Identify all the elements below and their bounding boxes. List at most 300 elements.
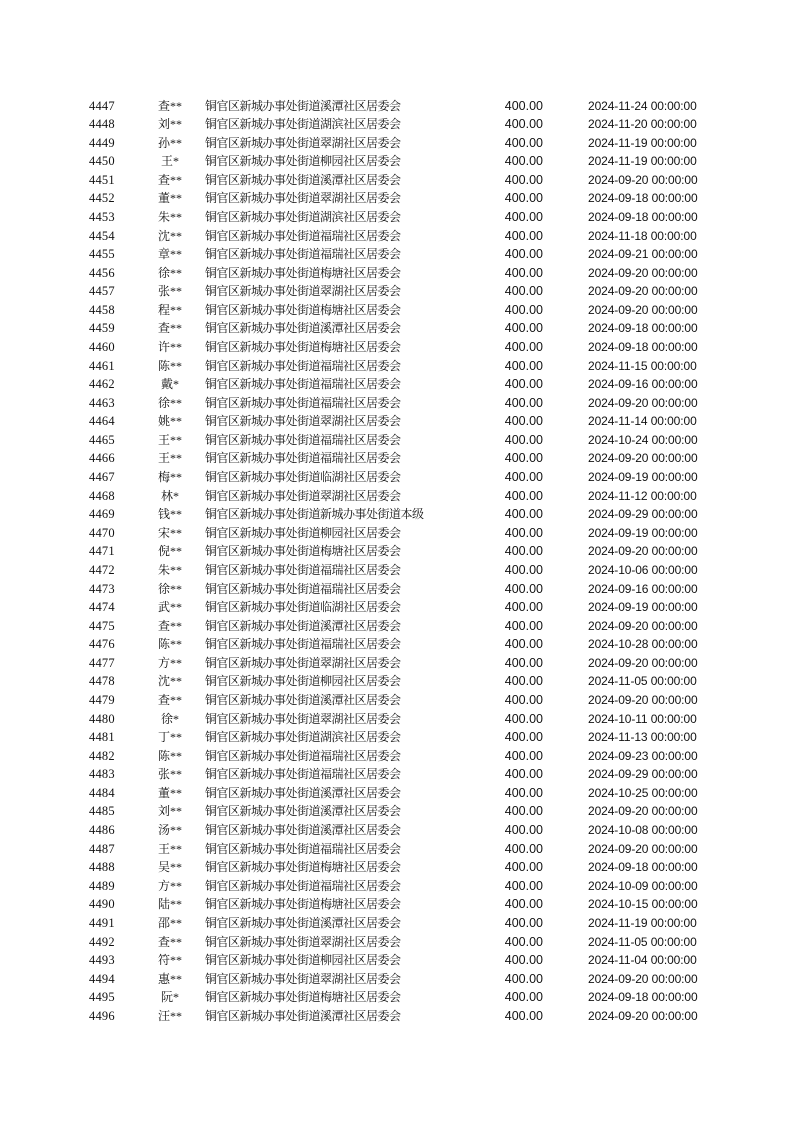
row-seq-number: 4495 — [89, 990, 115, 1005]
row-seq-number: 4460 — [89, 340, 115, 355]
table-row — [0, 301, 793, 320]
row-person-name: 程** — [157, 302, 182, 317]
row-issuing-org: 铜官区新城办事处街道翠湖社区居委会 — [205, 284, 401, 299]
row-person-name: 邵** — [157, 915, 182, 930]
row-issuing-org: 铜官区新城办事处街道溪潭社区居委会 — [205, 804, 401, 819]
row-datetime: 2024-09-20 00:00:00 — [588, 618, 698, 633]
row-amount: 400.00 — [504, 340, 543, 355]
row-seq-number: 4483 — [89, 767, 115, 782]
row-datetime: 2024-09-20 00:00:00 — [588, 1008, 698, 1023]
row-person-name: 查** — [157, 934, 182, 949]
row-datetime: 2024-09-16 00:00:00 — [588, 581, 698, 596]
row-datetime: 2024-09-19 00:00:00 — [588, 470, 698, 485]
table-row — [0, 840, 793, 859]
row-datetime: 2024-11-05 00:00:00 — [588, 934, 697, 949]
row-person-name: 王** — [157, 432, 182, 447]
table-row — [0, 933, 793, 952]
row-seq-number: 4451 — [89, 172, 115, 187]
table-row — [0, 988, 793, 1007]
row-amount: 400.00 — [504, 209, 543, 224]
row-issuing-org: 铜官区新城办事处街道新城办事处街道本级 — [205, 507, 424, 522]
row-issuing-org: 铜官区新城办事处街道翠湖社区居委会 — [205, 655, 401, 670]
row-issuing-org: 铜官区新城办事处街道梅塘社区居委会 — [205, 860, 401, 875]
table-row — [0, 951, 793, 970]
row-amount: 400.00 — [504, 321, 543, 336]
row-person-name: 章** — [157, 247, 182, 262]
row-issuing-org: 铜官区新城办事处街道福瑞社区居委会 — [205, 247, 401, 262]
row-datetime: 2024-09-18 00:00:00 — [588, 990, 698, 1005]
row-issuing-org: 铜官区新城办事处街道翠湖社区居委会 — [205, 488, 401, 503]
row-seq-number: 4467 — [89, 470, 115, 485]
row-person-name: 刘** — [157, 117, 182, 132]
table-row — [0, 208, 793, 227]
row-person-name: 汪** — [157, 1008, 182, 1023]
row-seq-number: 4459 — [89, 321, 115, 336]
row-issuing-org: 铜官区新城办事处街道湖滨社区居委会 — [205, 209, 401, 224]
row-seq-number: 4486 — [89, 823, 115, 838]
row-issuing-org: 铜官区新城办事处街道翠湖社区居委会 — [205, 711, 401, 726]
row-person-name: 梅** — [157, 470, 182, 485]
row-datetime: 2024-09-20 00:00:00 — [588, 544, 698, 559]
row-datetime: 2024-09-20 00:00:00 — [588, 655, 698, 670]
row-person-name: 张** — [157, 767, 182, 782]
row-amount: 400.00 — [504, 488, 543, 503]
row-seq-number: 4494 — [89, 971, 115, 986]
row-issuing-org: 铜官区新城办事处街道梅塘社区居委会 — [205, 897, 401, 912]
row-amount: 400.00 — [504, 971, 543, 986]
row-person-name: 徐** — [157, 265, 182, 280]
table-row — [0, 635, 793, 654]
row-seq-number: 4479 — [89, 693, 115, 707]
table-row — [0, 394, 793, 413]
row-datetime: 2024-09-18 00:00:00 — [588, 860, 698, 875]
table-row — [0, 672, 793, 691]
row-datetime: 2024-11-04 00:00:00 — [588, 953, 697, 968]
row-issuing-org: 铜官区新城办事处街道梅塘社区居委会 — [205, 544, 401, 559]
table-row — [0, 431, 793, 450]
row-issuing-org: 铜官区新城办事处街道梅塘社区居委会 — [205, 340, 401, 355]
row-amount: 400.00 — [504, 655, 543, 670]
row-datetime: 2024-10-06 00:00:00 — [588, 562, 698, 577]
payment-table — [0, 97, 793, 1026]
row-issuing-org: 铜官区新城办事处街道翠湖社区居委会 — [205, 971, 401, 986]
row-issuing-org: 铜官区新城办事处街道福瑞社区居委会 — [205, 395, 401, 410]
row-amount: 400.00 — [504, 748, 543, 763]
row-amount: 400.00 — [504, 377, 543, 392]
row-issuing-org: 铜官区新城办事处街道溪潭社区居委会 — [205, 785, 401, 800]
row-seq-number: 4474 — [89, 600, 115, 615]
row-person-name: 刘** — [157, 804, 182, 819]
row-datetime: 2024-11-15 00:00:00 — [588, 358, 697, 373]
row-seq-number: 4462 — [89, 377, 115, 392]
table-row — [0, 970, 793, 989]
row-seq-number: 4491 — [89, 915, 115, 930]
row-issuing-org: 铜官区新城办事处街道福瑞社区居委会 — [205, 767, 401, 782]
row-seq-number: 4458 — [89, 302, 115, 317]
row-issuing-org: 铜官区新城办事处街道福瑞社区居委会 — [205, 451, 401, 466]
row-amount: 400.00 — [504, 154, 543, 169]
row-person-name: 沈** — [157, 674, 182, 689]
table-row — [0, 412, 793, 431]
row-person-name: 查** — [157, 618, 182, 633]
row-person-name: 林* — [160, 488, 179, 503]
table-row — [0, 802, 793, 821]
row-amount: 400.00 — [504, 432, 543, 447]
row-amount: 400.00 — [504, 562, 543, 577]
table-row — [0, 319, 793, 338]
table-row — [0, 171, 793, 190]
table-row — [0, 189, 793, 208]
row-seq-number: 4487 — [89, 841, 115, 856]
row-amount: 400.00 — [504, 470, 543, 485]
row-amount: 400.00 — [504, 823, 543, 838]
row-issuing-org: 铜官区新城办事处街道梅塘社区居委会 — [205, 302, 401, 317]
row-amount: 400.00 — [504, 767, 543, 782]
row-amount: 400.00 — [504, 860, 543, 875]
row-seq-number: 4481 — [89, 730, 115, 745]
row-issuing-org: 铜官区新城办事处街道柳园社区居委会 — [205, 154, 401, 169]
table-row — [0, 654, 793, 673]
row-seq-number: 4466 — [89, 451, 115, 466]
table-row — [0, 449, 793, 468]
table-row — [0, 264, 793, 283]
row-person-name: 董** — [157, 191, 182, 206]
table-row — [0, 728, 793, 747]
row-issuing-org: 铜官区新城办事处街道湖滨社区居委会 — [205, 117, 401, 132]
row-seq-number: 4449 — [89, 135, 115, 150]
row-datetime: 2024-09-20 00:00:00 — [588, 395, 698, 410]
row-datetime: 2024-09-20 00:00:00 — [588, 265, 698, 280]
row-seq-number: 4465 — [89, 432, 115, 447]
row-issuing-org: 铜官区新城办事处街道福瑞社区居委会 — [205, 581, 401, 596]
row-issuing-org: 铜官区新城办事处街道福瑞社区居委会 — [205, 748, 401, 763]
table-row — [0, 152, 793, 171]
row-amount: 400.00 — [504, 395, 543, 410]
row-person-name: 查** — [157, 321, 182, 336]
table-row — [0, 821, 793, 840]
table-row — [0, 598, 793, 617]
row-seq-number: 4455 — [89, 247, 115, 262]
row-person-name: 王** — [157, 451, 182, 466]
table-row — [0, 877, 793, 896]
row-seq-number: 4473 — [89, 581, 115, 596]
row-issuing-org: 铜官区新城办事处街道梅塘社区居委会 — [205, 990, 401, 1005]
row-amount: 400.00 — [504, 953, 543, 968]
row-person-name: 徐** — [157, 581, 182, 596]
row-amount: 400.00 — [504, 414, 543, 429]
row-datetime: 2024-09-20 00:00:00 — [588, 693, 698, 707]
row-person-name: 许** — [157, 340, 182, 355]
row-person-name: 惠** — [157, 971, 182, 986]
row-person-name: 查** — [157, 693, 182, 707]
row-seq-number: 4489 — [89, 878, 115, 893]
row-person-name: 陆** — [157, 897, 182, 912]
row-seq-number: 4468 — [89, 488, 115, 503]
table-row — [0, 914, 793, 933]
row-datetime: 2024-10-28 00:00:00 — [588, 637, 698, 652]
row-issuing-org: 铜官区新城办事处街道福瑞社区居委会 — [205, 377, 401, 392]
table-row — [0, 227, 793, 246]
row-issuing-org: 铜官区新城办事处街道柳园社区居委会 — [205, 674, 401, 689]
row-seq-number: 4448 — [89, 117, 115, 132]
row-issuing-org: 铜官区新城办事处街道柳园社区居委会 — [205, 525, 401, 540]
row-issuing-org: 铜官区新城办事处街道福瑞社区居委会 — [205, 841, 401, 856]
row-amount: 400.00 — [504, 674, 543, 689]
row-amount: 400.00 — [504, 600, 543, 615]
row-amount: 400.00 — [504, 804, 543, 819]
row-seq-number: 4488 — [89, 860, 115, 875]
row-datetime: 2024-11-14 00:00:00 — [588, 414, 697, 429]
row-seq-number: 4454 — [89, 228, 115, 243]
row-person-name: 朱** — [157, 209, 182, 224]
row-datetime: 2024-11-05 00:00:00 — [588, 674, 697, 689]
row-datetime: 2024-09-16 00:00:00 — [588, 377, 698, 392]
row-issuing-org: 铜官区新城办事处街道福瑞社区居委会 — [205, 432, 401, 447]
row-amount: 400.00 — [504, 117, 543, 132]
row-person-name: 汤** — [157, 823, 182, 838]
table-row — [0, 542, 793, 561]
table-row — [0, 580, 793, 599]
row-person-name: 阮* — [160, 990, 179, 1005]
row-person-name: 徐* — [160, 711, 179, 726]
row-datetime: 2024-09-20 00:00:00 — [588, 451, 698, 466]
row-amount: 400.00 — [504, 302, 543, 317]
row-datetime: 2024-11-19 00:00:00 — [588, 154, 697, 169]
row-issuing-org: 铜官区新城办事处街道溪潭社区居委会 — [205, 823, 401, 838]
row-amount: 400.00 — [504, 284, 543, 299]
row-amount: 400.00 — [504, 730, 543, 745]
row-datetime: 2024-09-20 00:00:00 — [588, 284, 698, 299]
row-person-name: 陈** — [157, 358, 182, 373]
row-datetime: 2024-09-29 00:00:00 — [588, 767, 698, 782]
row-datetime: 2024-11-12 00:00:00 — [588, 488, 697, 503]
row-seq-number: 4464 — [89, 414, 115, 429]
row-amount: 400.00 — [504, 711, 543, 726]
row-person-name: 张** — [157, 284, 182, 299]
row-issuing-org: 铜官区新城办事处街道梅塘社区居委会 — [205, 265, 401, 280]
table-row — [0, 338, 793, 357]
row-person-name: 董** — [157, 785, 182, 800]
row-datetime: 2024-11-18 00:00:00 — [588, 228, 697, 243]
row-seq-number: 4453 — [89, 209, 115, 224]
row-amount: 400.00 — [504, 191, 543, 206]
row-amount: 400.00 — [504, 525, 543, 540]
row-datetime: 2024-09-18 00:00:00 — [588, 191, 698, 206]
row-amount: 400.00 — [504, 265, 543, 280]
table-row — [0, 1007, 793, 1026]
row-amount: 400.00 — [504, 693, 543, 707]
row-datetime: 2024-09-20 00:00:00 — [588, 971, 698, 986]
row-person-name: 吴** — [157, 860, 182, 875]
row-seq-number: 4484 — [89, 785, 115, 800]
table-row — [0, 97, 793, 116]
row-seq-number: 4470 — [89, 525, 115, 540]
row-seq-number: 4469 — [89, 507, 115, 522]
row-datetime: 2024-09-18 00:00:00 — [588, 340, 698, 355]
row-person-name: 王* — [160, 154, 179, 169]
row-datetime: 2024-10-15 00:00:00 — [588, 897, 698, 912]
row-seq-number: 4476 — [89, 637, 115, 652]
row-datetime: 2024-10-08 00:00:00 — [588, 823, 698, 838]
row-issuing-org: 铜官区新城办事处街道溪潭社区居委会 — [205, 1008, 401, 1023]
row-datetime: 2024-09-21 00:00:00 — [588, 247, 698, 262]
row-datetime: 2024-09-19 00:00:00 — [588, 525, 698, 540]
row-datetime: 2024-09-19 00:00:00 — [588, 600, 698, 615]
row-seq-number: 4493 — [89, 953, 115, 968]
row-seq-number: 4496 — [89, 1008, 115, 1023]
row-person-name: 武** — [157, 600, 182, 615]
row-amount: 400.00 — [504, 247, 543, 262]
table-row — [0, 468, 793, 487]
row-seq-number: 4452 — [89, 191, 115, 206]
row-seq-number: 4456 — [89, 265, 115, 280]
row-datetime: 2024-10-11 00:00:00 — [588, 711, 697, 726]
row-person-name: 钱** — [157, 507, 182, 522]
row-issuing-org: 铜官区新城办事处街道溪潭社区居委会 — [205, 915, 401, 930]
table-row — [0, 375, 793, 394]
row-issuing-org: 铜官区新城办事处街道溪潭社区居委会 — [205, 618, 401, 633]
table-row — [0, 115, 793, 134]
row-issuing-org: 铜官区新城办事处街道福瑞社区居委会 — [205, 637, 401, 652]
row-datetime: 2024-09-23 00:00:00 — [588, 748, 698, 763]
table-row — [0, 245, 793, 264]
row-datetime: 2024-09-20 00:00:00 — [588, 172, 698, 187]
row-issuing-org: 铜官区新城办事处街道溪潭社区居委会 — [205, 321, 401, 336]
row-person-name: 戴* — [160, 377, 179, 392]
row-issuing-org: 铜官区新城办事处街道溪潭社区居委会 — [205, 98, 401, 113]
row-amount: 400.00 — [504, 451, 543, 466]
row-issuing-org: 铜官区新城办事处街道溪潭社区居委会 — [205, 693, 401, 707]
row-person-name: 孙** — [157, 135, 182, 150]
row-amount: 400.00 — [504, 135, 543, 150]
row-datetime: 2024-09-18 00:00:00 — [588, 209, 698, 224]
row-issuing-org: 铜官区新城办事处街道湖滨社区居委会 — [205, 730, 401, 745]
row-person-name: 宋** — [157, 525, 182, 540]
row-issuing-org: 铜官区新城办事处街道翠湖社区居委会 — [205, 191, 401, 206]
table-row — [0, 895, 793, 914]
row-amount: 400.00 — [504, 358, 543, 373]
row-amount: 400.00 — [504, 228, 543, 243]
row-seq-number: 4463 — [89, 395, 115, 410]
row-seq-number: 4482 — [89, 748, 115, 763]
row-amount: 400.00 — [504, 1008, 543, 1023]
row-amount: 400.00 — [504, 544, 543, 559]
table-row — [0, 858, 793, 877]
row-issuing-org: 铜官区新城办事处街道翠湖社区居委会 — [205, 414, 401, 429]
row-datetime: 2024-09-20 00:00:00 — [588, 302, 698, 317]
row-seq-number: 4490 — [89, 897, 115, 912]
row-person-name: 倪** — [157, 544, 182, 559]
row-person-name: 方** — [157, 655, 182, 670]
row-seq-number: 4492 — [89, 934, 115, 949]
row-issuing-org: 铜官区新城办事处街道福瑞社区居委会 — [205, 358, 401, 373]
table-row — [0, 282, 793, 301]
table-row — [0, 487, 793, 506]
row-amount: 400.00 — [504, 878, 543, 893]
row-amount: 400.00 — [504, 172, 543, 187]
row-person-name: 徐** — [157, 395, 182, 410]
row-issuing-org: 铜官区新城办事处街道福瑞社区居委会 — [205, 228, 401, 243]
row-amount: 400.00 — [504, 897, 543, 912]
row-person-name: 王** — [157, 841, 182, 856]
row-amount: 400.00 — [504, 841, 543, 856]
row-issuing-org: 铜官区新城办事处街道福瑞社区居委会 — [205, 878, 401, 893]
row-datetime: 2024-11-20 00:00:00 — [588, 117, 697, 132]
row-person-name: 陈** — [157, 637, 182, 652]
table-row — [0, 765, 793, 784]
row-person-name: 丁** — [157, 730, 182, 745]
row-seq-number: 4472 — [89, 562, 115, 577]
row-amount: 400.00 — [504, 618, 543, 633]
row-amount: 400.00 — [504, 507, 543, 522]
row-seq-number: 4450 — [89, 154, 115, 169]
row-issuing-org: 铜官区新城办事处街道翠湖社区居委会 — [205, 934, 401, 949]
row-datetime: 2024-10-25 00:00:00 — [588, 785, 698, 800]
row-datetime: 2024-09-20 00:00:00 — [588, 841, 698, 856]
table-row — [0, 617, 793, 636]
row-datetime: 2024-09-18 00:00:00 — [588, 321, 698, 336]
row-seq-number: 4485 — [89, 804, 115, 819]
table-row — [0, 747, 793, 766]
table-row — [0, 524, 793, 543]
row-seq-number: 4480 — [89, 711, 115, 726]
row-datetime: 2024-09-20 00:00:00 — [588, 804, 698, 819]
row-person-name: 朱** — [157, 562, 182, 577]
row-datetime: 2024-11-19 00:00:00 — [588, 135, 697, 150]
row-issuing-org: 铜官区新城办事处街道临湖社区居委会 — [205, 470, 401, 485]
row-datetime: 2024-11-24 00:00:00 — [588, 98, 697, 113]
row-seq-number: 4461 — [89, 358, 115, 373]
row-amount: 400.00 — [504, 98, 543, 113]
row-person-name: 符** — [157, 953, 182, 968]
row-seq-number: 4477 — [89, 655, 115, 670]
row-amount: 400.00 — [504, 934, 543, 949]
row-seq-number: 4471 — [89, 544, 115, 559]
row-issuing-org: 铜官区新城办事处街道临湖社区居委会 — [205, 600, 401, 615]
table-row — [0, 134, 793, 153]
row-issuing-org: 铜官区新城办事处街道溪潭社区居委会 — [205, 172, 401, 187]
table-row — [0, 691, 793, 710]
row-amount: 400.00 — [504, 785, 543, 800]
row-seq-number: 4447 — [89, 98, 115, 113]
row-amount: 400.00 — [504, 915, 543, 930]
row-amount: 400.00 — [504, 581, 543, 596]
table-row — [0, 357, 793, 376]
row-person-name: 沈** — [157, 228, 182, 243]
row-issuing-org: 铜官区新城办事处街道柳园社区居委会 — [205, 953, 401, 968]
row-issuing-org: 铜官区新城办事处街道福瑞社区居委会 — [205, 562, 401, 577]
row-person-name: 查** — [157, 172, 182, 187]
row-amount: 400.00 — [504, 990, 543, 1005]
row-person-name: 陈** — [157, 748, 182, 763]
row-amount: 400.00 — [504, 637, 543, 652]
row-seq-number: 4475 — [89, 618, 115, 633]
row-person-name: 查** — [157, 98, 182, 113]
table-row — [0, 505, 793, 524]
table-row — [0, 561, 793, 580]
row-datetime: 2024-11-13 00:00:00 — [588, 730, 697, 745]
row-person-name: 姚** — [157, 414, 182, 429]
row-seq-number: 4457 — [89, 284, 115, 299]
row-seq-number: 4478 — [89, 674, 115, 689]
row-datetime: 2024-10-09 00:00:00 — [588, 878, 698, 893]
row-datetime: 2024-10-24 00:00:00 — [588, 432, 698, 447]
row-person-name: 方** — [157, 878, 182, 893]
row-datetime: 2024-09-29 00:00:00 — [588, 507, 698, 522]
row-issuing-org: 铜官区新城办事处街道翠湖社区居委会 — [205, 135, 401, 150]
table-row — [0, 784, 793, 803]
table-row — [0, 710, 793, 729]
